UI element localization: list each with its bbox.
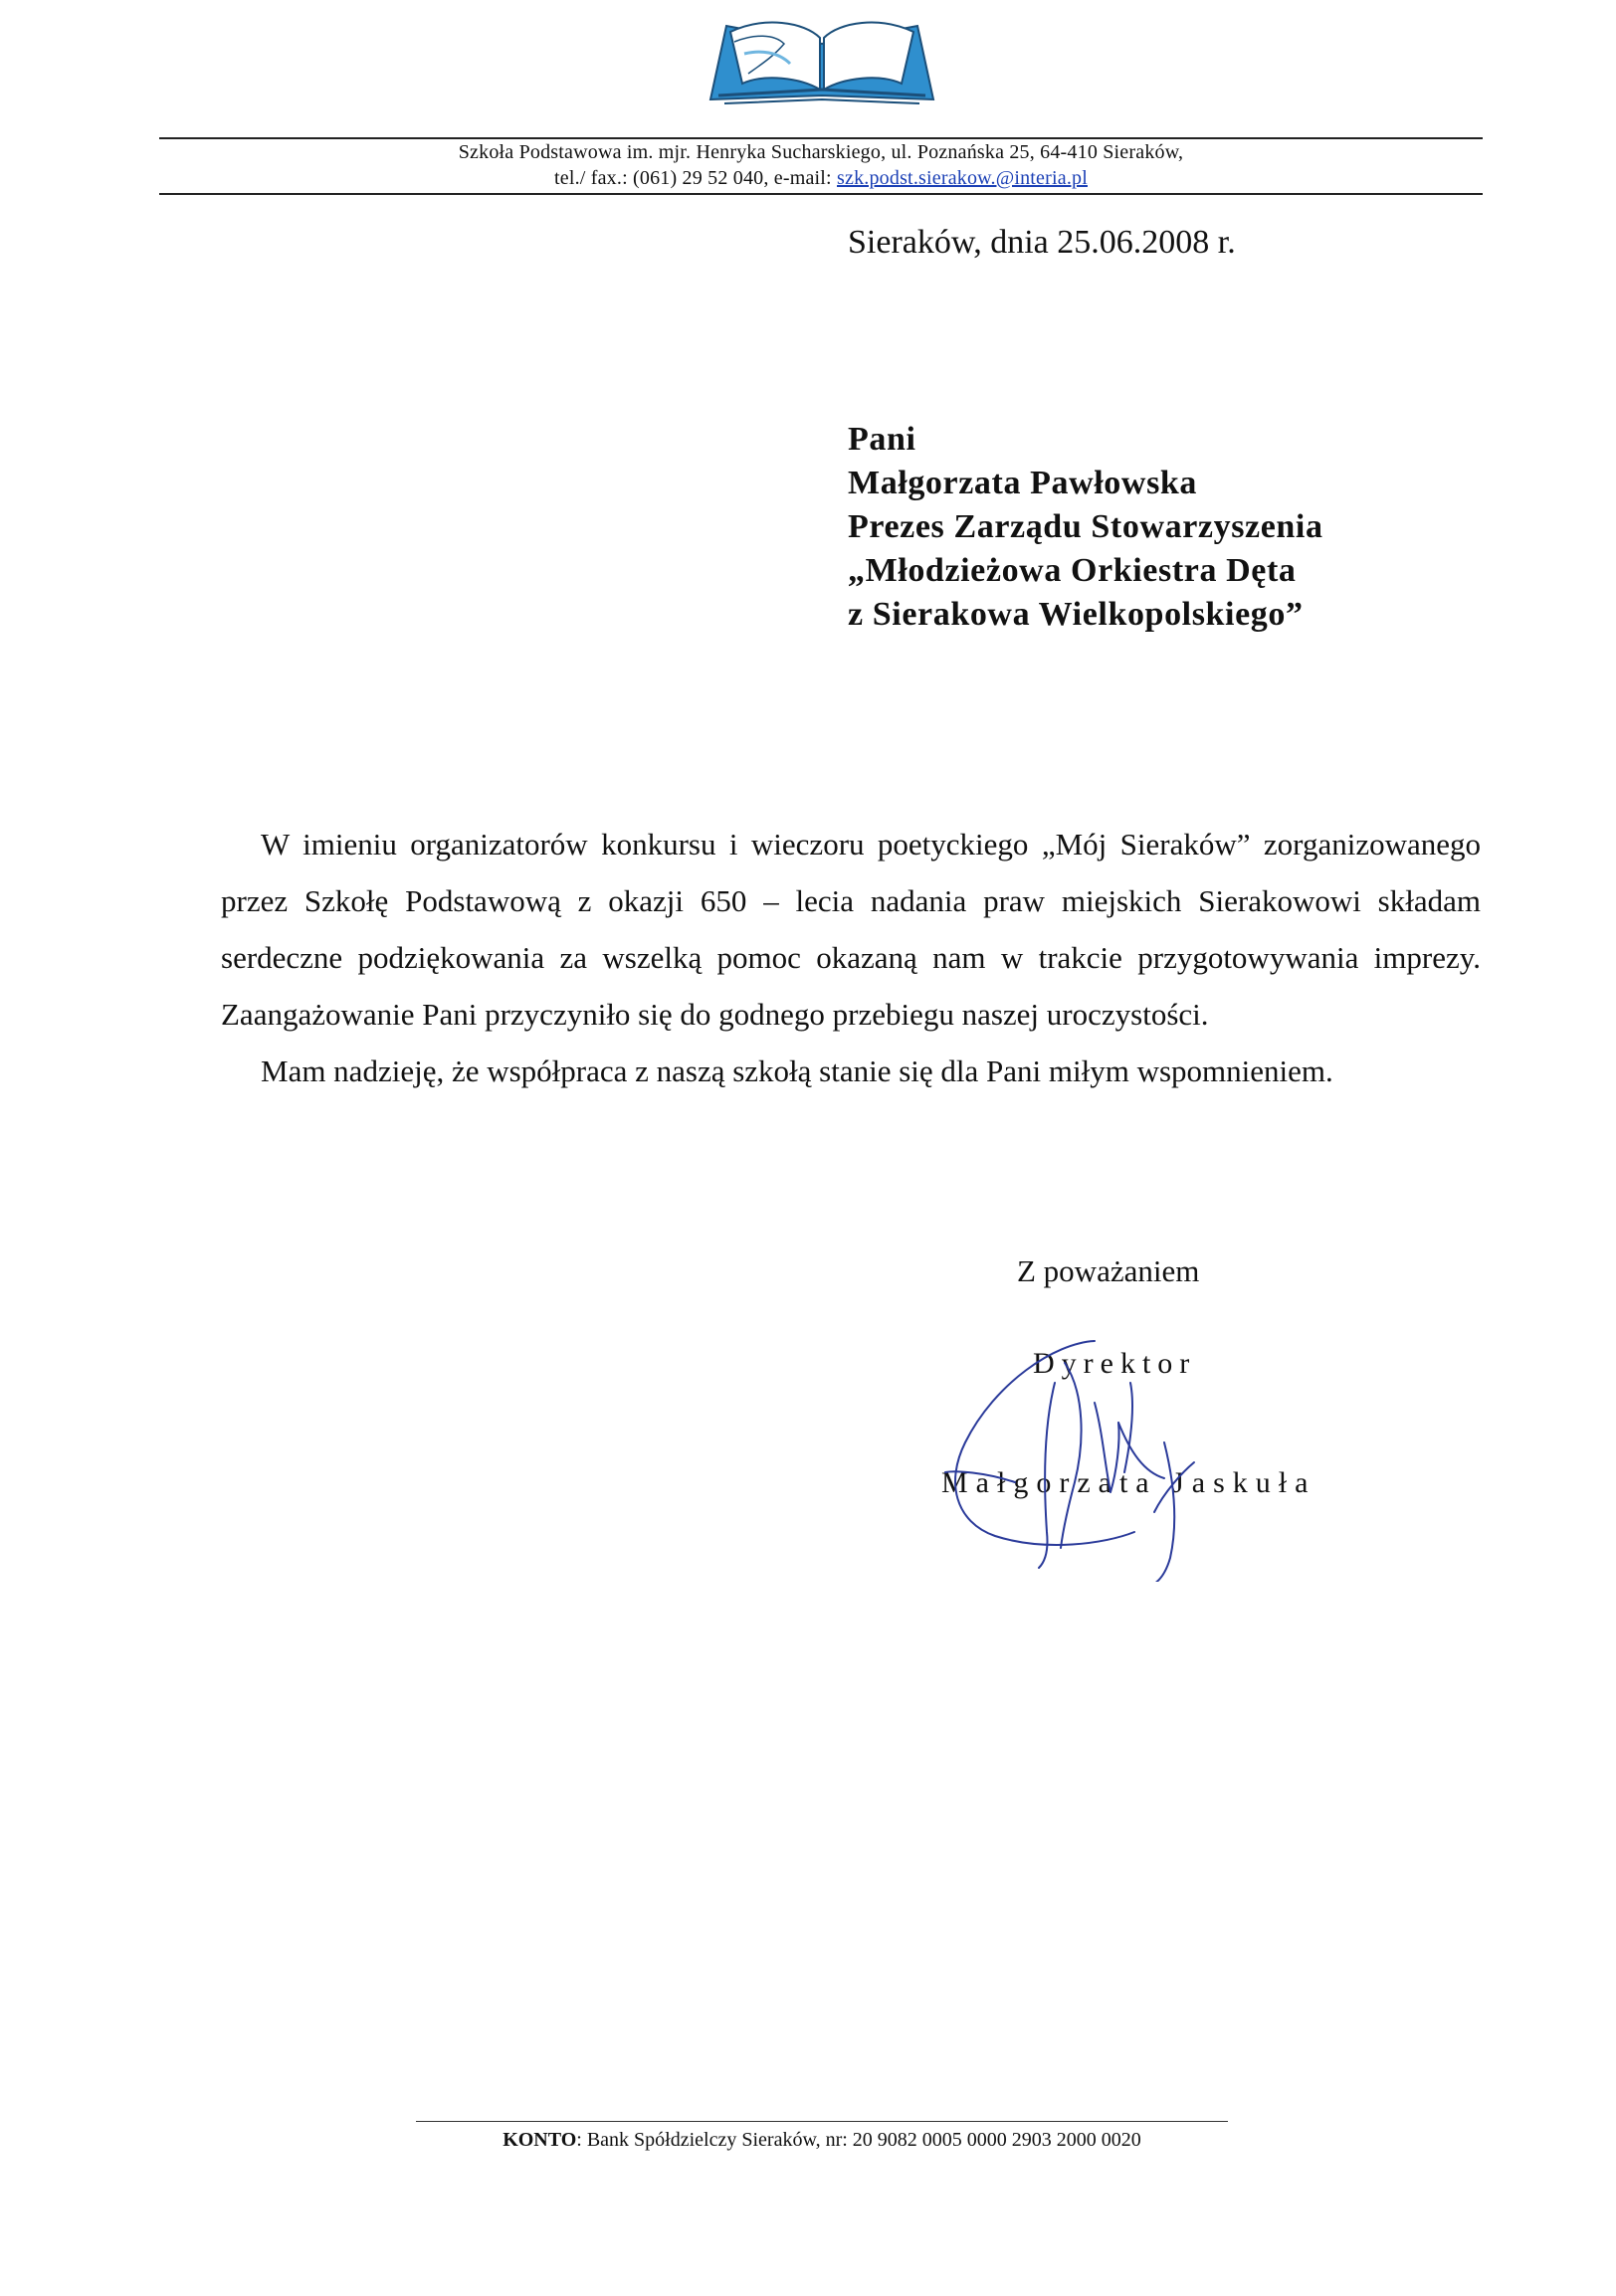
letterhead-address: Szkoła Podstawowa im. mjr. Henryka Sucharskiego, ul. Poznańska 25, 64-410 Sieraków,	[458, 141, 1184, 163]
open-book-icon	[705, 4, 939, 107]
addressee-block	[848, 418, 1323, 637]
addressee-organization-1: „Młodzieżowa Orkiestra Dęta	[848, 552, 1297, 589]
closing-greeting: Z poważaniem	[1017, 1253, 1200, 1288]
signer-title: Dyrektor	[1033, 1347, 1197, 1380]
body-paragraph-2: Mam nadzieję, że współpraca z naszą szkołą stanie się dla Pani miłym wspomnieniem.	[261, 1053, 1333, 1088]
footer-rule	[416, 2121, 1228, 2122]
addressee-organization-2: z Sierakowa Wielkopolskiego”	[848, 596, 1304, 633]
body-paragraph-1: W imieniu organizatorów konkursu i wieczoru poetyckiego „Mój Sieraków” zorganizowanego przez Szkołę Podstawową z okazji 650 – lecia nadania praw miejskich Sierakowowi składam serdeczne podziękowania za wszelką pomoc okazaną nam w trakcie przygotowywania imprezy. Zaangażowanie Pani przyczyniło się do godnego przebiegu naszej uroczystości.	[221, 827, 1481, 1032]
letterhead-contact	[159, 165, 1483, 191]
addressee-name: Małgorzata Pawłowska	[848, 465, 1198, 501]
addressee-position: Prezes Zarządu Stowarzyszenia	[848, 508, 1323, 545]
letterhead-phone: tel./ fax.: (061) 29 52 040, e-mail:	[554, 167, 838, 189]
addressee-salutation: Pani	[848, 421, 916, 458]
letterhead-text	[159, 139, 1483, 191]
footer-account-details: : Bank Spółdzielczy Sieraków, nr: 20 9082 0005 0000 2903 2000 0020	[576, 2129, 1141, 2151]
letter-date: Sieraków, dnia 25.06.2008 r.	[848, 224, 1236, 261]
footer-bank-account	[416, 2127, 1228, 2153]
handwritten-signature	[935, 1323, 1294, 1582]
letterhead-email-link[interactable]: szk.podst.sierakow.@interia.pl	[837, 167, 1088, 189]
letter-body	[221, 816, 1481, 1099]
signer-name: Małgorzata Jaskuła	[941, 1466, 1316, 1499]
header-rule-bottom	[159, 193, 1483, 195]
footer-label: KONTO	[503, 2129, 577, 2151]
